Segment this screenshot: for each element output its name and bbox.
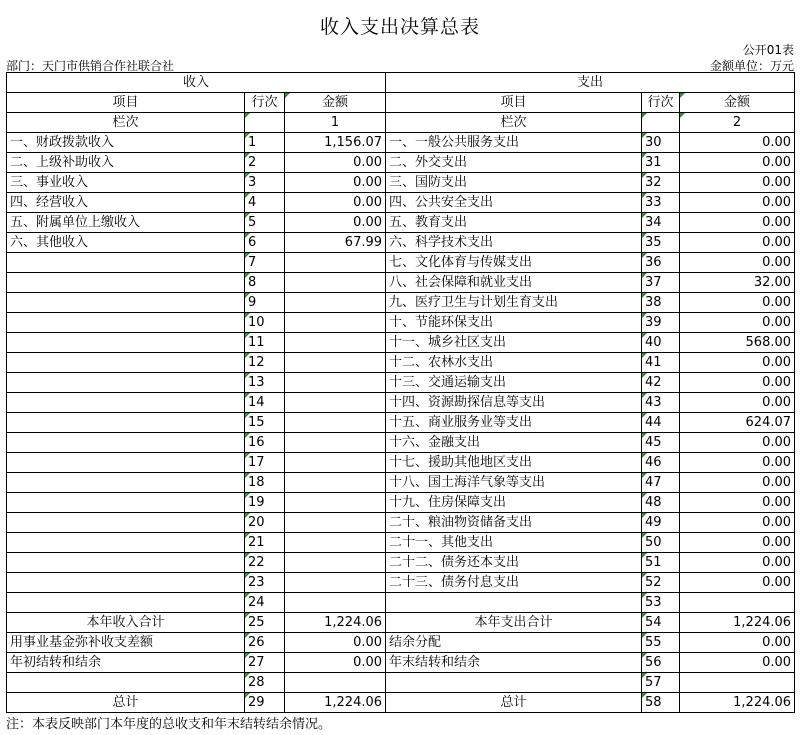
expense-item-cell: 本年支出合计 — [386, 613, 642, 633]
income-item-header: 项目 — [7, 93, 245, 113]
expense-rowno-cell: 42 — [642, 373, 680, 393]
table-row — [7, 553, 795, 573]
header-row-sections — [7, 73, 795, 93]
income-item-cell — [7, 353, 245, 373]
income-item-cell — [7, 313, 245, 333]
expense-amount-cell: 624.07 — [680, 413, 795, 433]
income-amount-cell — [285, 333, 386, 353]
income-amount-cell — [285, 453, 386, 473]
expense-rowno-header: 行次 — [642, 93, 680, 113]
income-item-cell — [7, 553, 245, 573]
income-rowno-cell: 1 — [245, 133, 285, 153]
expense-amount-cell: 0.00 — [680, 653, 795, 673]
income-item-cell: 用事业基金弥补收支差额 — [7, 633, 245, 653]
expense-rowno-cell: 51 — [642, 553, 680, 573]
income-amount-cell — [285, 313, 386, 333]
income-amount-cell — [285, 493, 386, 513]
income-amount-cell — [285, 293, 386, 313]
income-rowno-cell: 16 — [245, 433, 285, 453]
income-amount-cell — [285, 473, 386, 493]
income-item-cell — [7, 373, 245, 393]
income-amount-cell: 0.00 — [285, 653, 386, 673]
table-row — [7, 253, 795, 273]
table-row — [7, 333, 795, 353]
expense-rowno-cell: 46 — [642, 453, 680, 473]
expense-amount-cell: 0.00 — [680, 173, 795, 193]
table-row — [7, 473, 795, 493]
income-item-cell — [7, 333, 245, 353]
income-rowno-cell: 17 — [245, 453, 285, 473]
income-amount-cell: 0.00 — [285, 633, 386, 653]
income-rowno-cell: 5 — [245, 213, 285, 233]
expense-item-cell: 七、文化体育与传媒支出 — [386, 253, 642, 273]
expense-amount-cell — [680, 673, 795, 693]
income-amount-cell — [285, 353, 386, 373]
income-amount-cell: 0.00 — [285, 173, 386, 193]
income-amount-cell: 0.00 — [285, 193, 386, 213]
expense-rowno-cell: 45 — [642, 433, 680, 453]
income-amount-cell — [285, 393, 386, 413]
income-amount-cell — [285, 433, 386, 453]
table-row — [7, 153, 795, 173]
expense-rowno-cell: 56 — [642, 653, 680, 673]
expense-amount-cell: 32.00 — [680, 273, 795, 293]
income-amount-header: 金额 — [285, 93, 386, 113]
income-rowno-cell: 22 — [245, 553, 285, 573]
expense-rowno-cell: 30 — [642, 133, 680, 153]
income-rowno-cell: 15 — [245, 413, 285, 433]
income-item-cell — [7, 293, 245, 313]
income-rowno-cell: 28 — [245, 673, 285, 693]
income-amount-cell — [285, 273, 386, 293]
income-rowno-cell: 21 — [245, 533, 285, 553]
income-item-cell: 五、附属单位上缴收入 — [7, 213, 245, 233]
income-item-cell: 年初结转和结余 — [7, 653, 245, 673]
income-rowno-cell: 25 — [245, 613, 285, 633]
income-amount-cell — [285, 533, 386, 553]
expense-item-cell: 八、社会保障和就业支出 — [386, 273, 642, 293]
income-item-cell — [7, 413, 245, 433]
expense-item-cell: 五、教育支出 — [386, 213, 642, 233]
income-item-cell — [7, 573, 245, 593]
income-item-cell — [7, 273, 245, 293]
expense-amount-header: 金额 — [680, 93, 795, 113]
income-item-cell — [7, 533, 245, 553]
footnote: 注：本表反映部门本年度的总收支和年末结转结余情况。 — [6, 717, 332, 732]
expense-rowno-cell: 32 — [642, 173, 680, 193]
income-item-cell — [7, 513, 245, 533]
budget-table — [6, 72, 795, 713]
expense-item-cell: 十、节能环保支出 — [386, 313, 642, 333]
expense-item-cell: 年末结转和结余 — [386, 653, 642, 673]
income-item-cell — [7, 593, 245, 613]
income-amount-cell: 0.00 — [285, 153, 386, 173]
expense-amount-cell: 0.00 — [680, 153, 795, 173]
income-rowno-cell: 12 — [245, 353, 285, 373]
amount-unit-label: 金额单位：万元 — [709, 59, 794, 73]
expense-item-cell: 四、公共安全支出 — [386, 193, 642, 213]
expense-item-cell: 总计 — [386, 693, 642, 713]
income-item-cell — [7, 453, 245, 473]
income-rowno-cell: 2 — [245, 153, 285, 173]
table-row — [7, 633, 795, 653]
expense-item-cell: 十九、住房保障支出 — [386, 493, 642, 513]
expense-item-cell: 十八、国土海洋气象等支出 — [386, 473, 642, 493]
expense-item-cell: 十三、交通运输支出 — [386, 373, 642, 393]
expense-item-cell: 二十三、债务付息支出 — [386, 573, 642, 593]
table-row — [7, 613, 795, 633]
income-rowno-cell: 10 — [245, 313, 285, 333]
table-row — [7, 493, 795, 513]
income-rowno-cell: 29 — [245, 693, 285, 713]
expense-item-cell — [386, 673, 642, 693]
department-label: 部门：天门市供销合作社联合社 — [6, 59, 175, 73]
expense-rowno-cell: 31 — [642, 153, 680, 173]
income-rowno-cell: 11 — [245, 333, 285, 353]
income-rowno-cell: 13 — [245, 373, 285, 393]
expense-amount-cell: 1,224.06 — [680, 693, 795, 713]
expense-rowno-cell: 34 — [642, 213, 680, 233]
income-rowno-cell: 27 — [245, 653, 285, 673]
income-lanci-blank — [245, 113, 285, 133]
income-rowno-cell: 8 — [245, 273, 285, 293]
expense-lanci-blank — [642, 113, 680, 133]
table-row — [7, 313, 795, 333]
income-rowno-cell: 4 — [245, 193, 285, 213]
expense-amount-cell — [680, 593, 795, 613]
expense-amount-cell: 0.00 — [680, 433, 795, 453]
income-amount-cell — [285, 253, 386, 273]
expense-amount-cell: 568.00 — [680, 333, 795, 353]
income-rowno-cell: 19 — [245, 493, 285, 513]
income-amount-cell — [285, 373, 386, 393]
expense-amount-cell: 0.00 — [680, 553, 795, 573]
income-item-cell — [7, 253, 245, 273]
expense-amount-cell: 0.00 — [680, 493, 795, 513]
expense-item-cell: 三、国防支出 — [386, 173, 642, 193]
table-row — [7, 573, 795, 593]
table-row — [7, 173, 795, 193]
income-rowno-cell: 7 — [245, 253, 285, 273]
income-rowno-cell: 26 — [245, 633, 285, 653]
income-item-cell — [7, 673, 245, 693]
expense-amount-cell: 0.00 — [680, 453, 795, 473]
expense-rowno-cell: 38 — [642, 293, 680, 313]
income-item-cell: 三、事业收入 — [7, 173, 245, 193]
expense-amount-cell: 0.00 — [680, 393, 795, 413]
header-row-columns — [7, 93, 795, 113]
expense-rowno-cell: 43 — [642, 393, 680, 413]
income-amount-cell: 67.99 — [285, 233, 386, 253]
income-rowno-cell: 6 — [245, 233, 285, 253]
income-rowno-cell: 24 — [245, 593, 285, 613]
expense-rowno-cell: 52 — [642, 573, 680, 593]
income-item-cell — [7, 493, 245, 513]
table-row — [7, 233, 795, 253]
expense-item-cell: 二十一、其他支出 — [386, 533, 642, 553]
table-row — [7, 373, 795, 393]
income-rowno-header: 行次 — [245, 93, 285, 113]
expense-col-number: 2 — [680, 113, 795, 133]
expense-item-cell: 十一、城乡社区支出 — [386, 333, 642, 353]
expense-rowno-cell: 41 — [642, 353, 680, 373]
expense-amount-cell: 0.00 — [680, 253, 795, 273]
income-amount-cell: 1,224.06 — [285, 693, 386, 713]
income-amount-cell — [285, 593, 386, 613]
income-item-cell — [7, 393, 245, 413]
expense-item-cell: 一、一般公共服务支出 — [386, 133, 642, 153]
expense-amount-cell: 0.00 — [680, 213, 795, 233]
income-amount-cell — [285, 513, 386, 533]
table-row — [7, 533, 795, 553]
expense-item-cell — [386, 593, 642, 613]
table-row — [7, 673, 795, 693]
income-item-cell: 本年收入合计 — [7, 613, 245, 633]
expense-item-cell: 十六、金融支出 — [386, 433, 642, 453]
expense-amount-cell: 0.00 — [680, 533, 795, 553]
expense-item-cell: 十二、农林水支出 — [386, 353, 642, 373]
income-rowno-cell: 18 — [245, 473, 285, 493]
table-row — [7, 653, 795, 673]
expense-item-cell: 十四、资源勘探信息等支出 — [386, 393, 642, 413]
income-item-cell — [7, 473, 245, 493]
income-rowno-cell: 3 — [245, 173, 285, 193]
income-rowno-cell: 9 — [245, 293, 285, 313]
income-item-cell: 一、财政拨款收入 — [7, 133, 245, 153]
table-row — [7, 273, 795, 293]
income-item-cell: 四、经营收入 — [7, 193, 245, 213]
expense-item-cell: 二十二、债务还本支出 — [386, 553, 642, 573]
expense-rowno-cell: 44 — [642, 413, 680, 433]
income-amount-cell — [285, 413, 386, 433]
expense-rowno-cell: 37 — [642, 273, 680, 293]
expense-rowno-cell: 35 — [642, 233, 680, 253]
expense-amount-cell: 0.00 — [680, 193, 795, 213]
expense-rowno-cell: 33 — [642, 193, 680, 213]
expense-rowno-cell: 54 — [642, 613, 680, 633]
table-row — [7, 293, 795, 313]
expense-item-cell: 十五、商业服务业等支出 — [386, 413, 642, 433]
income-lanci-label: 栏次 — [7, 113, 245, 133]
expense-amount-cell: 0.00 — [680, 373, 795, 393]
table-row — [7, 193, 795, 213]
expense-rowno-cell: 50 — [642, 533, 680, 553]
income-amount-cell — [285, 573, 386, 593]
table-row — [7, 593, 795, 613]
income-col-number: 1 — [285, 113, 386, 133]
income-amount-cell — [285, 553, 386, 573]
header-row-lanci — [7, 113, 795, 133]
expense-amount-cell: 0.00 — [680, 573, 795, 593]
expense-amount-cell: 0.00 — [680, 133, 795, 153]
expense-item-cell: 九、医疗卫生与计划生育支出 — [386, 293, 642, 313]
income-rowno-cell: 14 — [245, 393, 285, 413]
expense-amount-cell: 1,224.06 — [680, 613, 795, 633]
income-amount-cell — [285, 673, 386, 693]
income-rowno-cell: 20 — [245, 513, 285, 533]
table-row — [7, 513, 795, 533]
expense-item-cell: 六、科学技术支出 — [386, 233, 642, 253]
income-section-header: 收入 — [7, 73, 386, 93]
expense-amount-cell: 0.00 — [680, 473, 795, 493]
income-item-cell: 总计 — [7, 693, 245, 713]
expense-amount-cell: 0.00 — [680, 233, 795, 253]
expense-item-cell: 结余分配 — [386, 633, 642, 653]
expense-lanci-label: 栏次 — [386, 113, 642, 133]
expense-rowno-cell: 49 — [642, 513, 680, 533]
income-amount-cell: 0.00 — [285, 213, 386, 233]
expense-amount-cell: 0.00 — [680, 633, 795, 653]
table-row — [7, 453, 795, 473]
table-row — [7, 413, 795, 433]
expense-rowno-cell: 58 — [642, 693, 680, 713]
expense-rowno-cell: 55 — [642, 633, 680, 653]
income-item-cell: 六、其他收入 — [7, 233, 245, 253]
expense-rowno-cell: 57 — [642, 673, 680, 693]
table-row — [7, 393, 795, 413]
expense-amount-cell: 0.00 — [680, 313, 795, 333]
income-item-cell: 二、上级补助收入 — [7, 153, 245, 173]
expense-item-header: 项目 — [386, 93, 642, 113]
table-row — [7, 693, 795, 713]
expense-rowno-cell: 39 — [642, 313, 680, 333]
expense-rowno-cell: 53 — [642, 593, 680, 613]
expense-item-cell: 二十、粮油物资储备支出 — [386, 513, 642, 533]
income-amount-cell: 1,224.06 — [285, 613, 386, 633]
income-amount-cell: 1,156.07 — [285, 133, 386, 153]
expense-section-header: 支出 — [386, 73, 795, 93]
table-row — [7, 213, 795, 233]
income-item-cell — [7, 433, 245, 453]
expense-rowno-cell: 36 — [642, 253, 680, 273]
expense-amount-cell: 0.00 — [680, 293, 795, 313]
table-row — [7, 133, 795, 153]
table-row — [7, 353, 795, 373]
expense-rowno-cell: 48 — [642, 493, 680, 513]
table-code: 公开01表 — [742, 43, 794, 57]
table-row — [7, 433, 795, 453]
expense-rowno-cell: 40 — [642, 333, 680, 353]
income-rowno-cell: 23 — [245, 573, 285, 593]
expense-item-cell: 十七、援助其他地区支出 — [386, 453, 642, 473]
page-title: 收入支出决算总表 — [319, 16, 480, 38]
expense-amount-cell: 0.00 — [680, 353, 795, 373]
expense-rowno-cell: 47 — [642, 473, 680, 493]
expense-amount-cell: 0.00 — [680, 513, 795, 533]
expense-item-cell: 二、外交支出 — [386, 153, 642, 173]
